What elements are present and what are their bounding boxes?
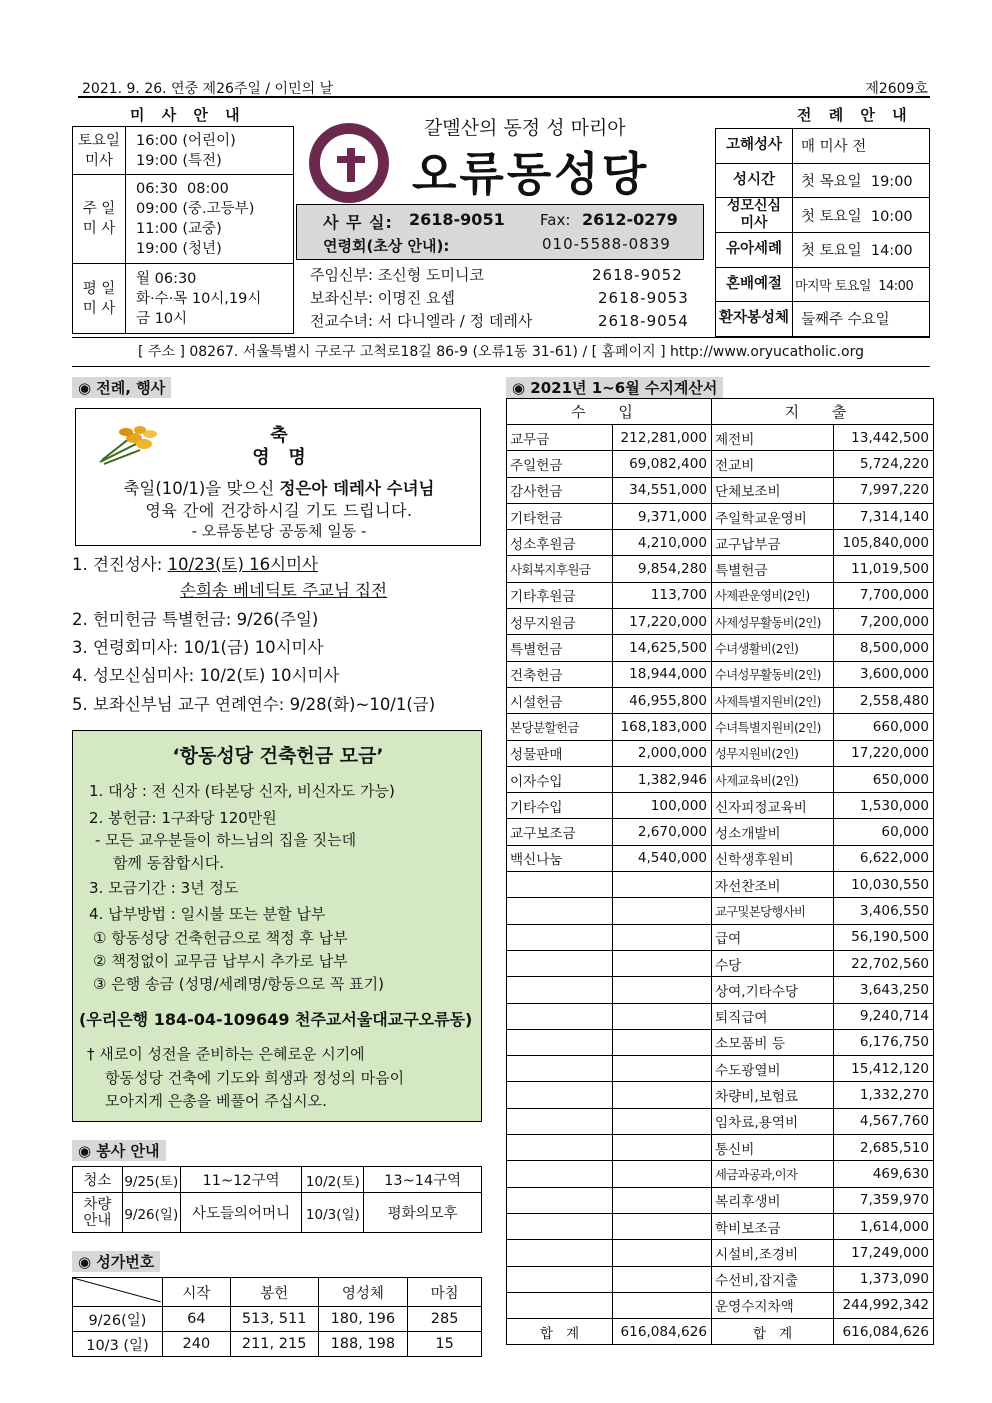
liturgy-value: 매 미사 전: [793, 129, 930, 164]
expense-amount: 650,000: [834, 766, 934, 792]
income-item: [507, 1292, 613, 1318]
finance-row: [507, 1266, 934, 1292]
income-amount: [613, 1266, 712, 1292]
liturgy-label: 고해성사: [716, 129, 793, 164]
expense-amount: 1,530,000: [834, 793, 934, 819]
office-contact-box: [296, 204, 704, 260]
date-line: 2021. 9. 26. 연중 제26주일 / 이민의 날: [82, 81, 334, 97]
service-cell: 평화의모후: [364, 1193, 482, 1233]
finance-row: [507, 687, 934, 713]
income-item: 건축헌금: [507, 661, 613, 687]
expense-item: 수도광열비: [712, 1056, 834, 1082]
mass-times: [126, 264, 294, 334]
expense-item: 수녀생활비(2인): [712, 635, 834, 661]
expense-item: 사제특별지원비(2인): [712, 687, 834, 713]
income-amount: [613, 1161, 712, 1187]
income-amount: [613, 1187, 712, 1213]
diagonal-line: [73, 1278, 161, 1302]
hymn-cell: 10/3 (일): [73, 1332, 163, 1357]
expense-item: 급여: [712, 924, 834, 950]
liturgy-table: [715, 128, 930, 337]
liturgy-value: 첫 토요일 10:00: [793, 198, 930, 233]
expense-amount: 17,249,000: [834, 1240, 934, 1266]
income-item: 교무금: [507, 425, 613, 451]
expense-amount: 10,030,550: [834, 872, 934, 898]
priest-row: [296, 287, 704, 310]
event-item: 5. 보좌신부님 교구 연례연수: 9/28(화)~10/1(금): [72, 695, 436, 714]
income-amount: [613, 1213, 712, 1239]
expense-amount: 9,240,714: [834, 1003, 934, 1029]
fax-label: Fax:: [540, 211, 571, 229]
expense-item: 임차료,용역비: [712, 1108, 834, 1134]
income-amount: 2,670,000: [613, 819, 712, 845]
congrats-title-2: 영 명: [252, 447, 306, 468]
donation-line: ① 항동성당 건축헌금으로 책정 후 납부: [93, 929, 348, 947]
expense-amount: 1,373,090: [834, 1266, 934, 1292]
liturgy-label: 유아세례: [716, 233, 793, 268]
finance-row: [507, 609, 934, 635]
finance-row: [507, 872, 934, 898]
expense-item: 운영수지차액: [712, 1292, 834, 1318]
finance-row: [507, 1161, 934, 1187]
expense-amount: 6,622,000: [834, 845, 934, 871]
mass-label: 평 일 미 사: [73, 264, 126, 334]
congrats-line-2: 영육 간에 건강하시길 기도 드립니다.: [145, 501, 413, 520]
expense-item: 전교비: [712, 451, 834, 477]
expense-item: 사제성무활동비(2인): [712, 609, 834, 635]
income-item: 사회복지후원금: [507, 556, 613, 582]
income-item: [507, 977, 613, 1003]
hymn-cell: 180, 196: [318, 1307, 408, 1332]
liturgy-label: 성시간: [716, 163, 793, 198]
expense-amount: 15,412,120: [834, 1056, 934, 1082]
expense-amount: 5,724,220: [834, 451, 934, 477]
hymn-table: [72, 1277, 482, 1357]
service-table: [72, 1166, 482, 1233]
expense-item: 주일학교운영비: [712, 503, 834, 529]
donation-box: [72, 730, 482, 1122]
expense-item: 단체보조비: [712, 477, 834, 503]
expense-item: 수선비,잡지출: [712, 1266, 834, 1292]
income-header: 수 입: [507, 399, 712, 425]
fax-number: 2612-0279: [582, 210, 678, 229]
finance-row: [507, 582, 934, 608]
service-tag: ◉ 봉사 안내: [72, 1140, 166, 1161]
finance-row: [507, 898, 934, 924]
expense-item: 성무지원비(2인): [712, 740, 834, 766]
expense-item: 복리후생비: [712, 1187, 834, 1213]
expense-item: 소모품비 등: [712, 1029, 834, 1055]
congrats-line-1: 축일(10/1)을 맞으신 정은아 데레사 수녀님: [123, 479, 435, 498]
expense-amount: 60,000: [834, 819, 934, 845]
finance-table: [506, 398, 934, 1345]
income-item: [507, 1029, 613, 1055]
income-amount: 113,700: [613, 582, 712, 608]
flower-icon: [96, 420, 162, 468]
liturgy-label: 환자봉성체: [716, 302, 793, 337]
mass-time: 06:30 08:00: [136, 181, 229, 197]
finance-row: [507, 1240, 934, 1266]
finance-row: [507, 556, 934, 582]
income-amount: 17,220,000: [613, 609, 712, 635]
donation-line: 3. 모금기간 : 3년 정도: [89, 879, 239, 897]
event-item: 3. 연령회미사: 10/1(금) 10시미사: [72, 638, 324, 657]
finance-row: [507, 1056, 934, 1082]
income-amount: 69,082,400: [613, 451, 712, 477]
service-cell: 9/26(일): [122, 1193, 180, 1233]
priest-name: 보좌신부: 이명진 요셉: [310, 289, 456, 307]
finance-row: [507, 819, 934, 845]
income-item: 시설헌금: [507, 687, 613, 713]
income-item: [507, 1161, 613, 1187]
expense-amount: 56,190,500: [834, 924, 934, 950]
liturgy-label: 혼배예절: [716, 267, 793, 302]
finance-tag: ◉ 2021년 1~6월 수지계산서: [506, 377, 723, 398]
expense-amount: 7,997,220: [834, 477, 934, 503]
mass-label: 주 일 미 사: [73, 175, 126, 264]
income-item: 성소후원금: [507, 530, 613, 556]
hymn-corner: [73, 1278, 163, 1307]
expense-item: 차량비,보험료: [712, 1082, 834, 1108]
income-amount: [613, 950, 712, 976]
office-phone: 2618-9051: [409, 210, 505, 229]
income-item: 교구보조금: [507, 819, 613, 845]
income-item: [507, 1187, 613, 1213]
income-item: [507, 1266, 613, 1292]
hymn-header: 시작: [162, 1278, 230, 1307]
finance-row: [507, 425, 934, 451]
finance-row: [507, 661, 934, 687]
expense-item: 제전비: [712, 425, 834, 451]
expense-amount: 105,840,000: [834, 530, 934, 556]
hymn-tag: ◉ 성가번호: [72, 1251, 160, 1272]
mass-time: 09:00 (중.고등부): [136, 201, 255, 217]
expense-amount: 1,332,270: [834, 1082, 934, 1108]
finance-row: [507, 1108, 934, 1134]
expense-amount: 7,359,970: [834, 1187, 934, 1213]
office-label: 사 무 실:: [323, 213, 393, 232]
mass-title: 미 사 안 내: [130, 106, 246, 124]
income-item: 성무지원금: [507, 609, 613, 635]
income-item: [507, 1108, 613, 1134]
finance-row: [507, 766, 934, 792]
mass-label: 토요일 미사: [73, 127, 126, 175]
mass-times: [126, 127, 294, 175]
hymn-cell: 188, 198: [318, 1332, 408, 1357]
event-item: 1. 견진성사: 10/23(토) 16시미사: [72, 555, 318, 574]
priest-row: [296, 264, 704, 287]
priest-list: [296, 264, 704, 333]
finance-row: [507, 635, 934, 661]
income-amount: [613, 1082, 712, 1108]
expense-amount: 17,220,000: [834, 740, 934, 766]
mass-table: [72, 126, 294, 334]
expense-amount: 7,314,140: [834, 503, 934, 529]
finance-row: [507, 1003, 934, 1029]
hymn-header: 영성체: [318, 1278, 408, 1307]
hymn-cell: 513, 511: [230, 1307, 318, 1332]
hymn-header: 마침: [408, 1278, 482, 1307]
finance-row: [507, 1082, 934, 1108]
income-amount: [613, 872, 712, 898]
income-amount: [613, 977, 712, 1003]
issue-number: 제2609호: [865, 81, 928, 97]
income-item: 기타후원금: [507, 582, 613, 608]
expense-header: 지 출: [712, 399, 934, 425]
income-amount: [613, 1292, 712, 1318]
expense-item: 통신비: [712, 1135, 834, 1161]
priest-name: 주임신부: 조신형 도미니코: [310, 266, 484, 284]
finance-row: [507, 977, 934, 1003]
service-cell: 청소: [73, 1167, 123, 1193]
income-item: [507, 1135, 613, 1161]
expense-item: 교구및본당행사비: [712, 898, 834, 924]
elder-label: 연령회(초상 안내):: [323, 237, 450, 255]
mass-time: 16:00 (어린이): [136, 132, 236, 149]
income-item: 주일헌금: [507, 451, 613, 477]
income-amount: 4,540,000: [613, 845, 712, 871]
expense-amount: 3,600,000: [834, 661, 934, 687]
donation-line: 항동성당 건축에 기도와 희생과 정성의 마음이: [105, 1069, 405, 1087]
income-item: 특별헌금: [507, 635, 613, 661]
expense-amount: 22,702,560: [834, 950, 934, 976]
service-cell: 11~12구역: [180, 1167, 302, 1193]
header-line: [78, 76, 930, 98]
service-cell: 9/25(토): [122, 1167, 180, 1193]
event-item: 4. 성모신심미사: 10/2(토) 10시미사: [72, 666, 340, 685]
income-item: [507, 950, 613, 976]
mass-time: 월 06:30: [136, 270, 197, 287]
income-amount: [613, 1056, 712, 1082]
hymn-cell: 285: [408, 1307, 482, 1332]
expense-amount: 7,200,000: [834, 609, 934, 635]
liturgy-label: 성모신심 미사: [716, 198, 793, 233]
liturgy-title: 전 례 안 내: [797, 106, 913, 124]
income-item: 이자수입: [507, 766, 613, 792]
finance-row: [507, 1213, 934, 1239]
finance-row: [507, 530, 934, 556]
expense-item: 학비보조금: [712, 1213, 834, 1239]
expense-amount: 13,442,500: [834, 425, 934, 451]
liturgy-value: 둘째주 수요일: [793, 302, 930, 337]
expense-item: 사제관운영비(2인): [712, 582, 834, 608]
income-item: 기타수입: [507, 793, 613, 819]
expense-amount: 469,630: [834, 1161, 934, 1187]
elder-phone: 010-5588-0839: [542, 235, 671, 253]
expense-amount: 3,643,250: [834, 977, 934, 1003]
income-item: 기타헌금: [507, 503, 613, 529]
income-amount: 46,955,800: [613, 687, 712, 713]
priest-phone: 2618-9052: [592, 266, 683, 284]
expense-amount: 3,406,550: [834, 898, 934, 924]
finance-total-row: [507, 1319, 934, 1345]
donation-line: - 모든 교우분들이 하느님의 집을 짓는데: [95, 831, 357, 849]
expense-item: 특별헌금: [712, 556, 834, 582]
income-amount: 9,854,280: [613, 556, 712, 582]
service-cell: 13~14구역: [364, 1167, 482, 1193]
expense-amount: 11,019,500: [834, 556, 934, 582]
income-amount: 1,382,946: [613, 766, 712, 792]
income-item: 성물판매: [507, 740, 613, 766]
mass-times: [126, 175, 294, 264]
income-amount: [613, 1029, 712, 1055]
expense-amount: 8,500,000: [834, 635, 934, 661]
events-tag: ◉ 전례, 행사: [72, 377, 171, 398]
expense-item: 퇴직급여: [712, 1003, 834, 1029]
donation-line: 함께 동참합시다.: [113, 854, 224, 872]
finance-row: [507, 477, 934, 503]
income-item: [507, 1082, 613, 1108]
expense-item: 교구납부금: [712, 530, 834, 556]
congrats-title-1: 축: [270, 425, 288, 446]
church-name: 오류동성당: [412, 147, 650, 201]
mass-time: 19:00 (청년): [136, 241, 222, 257]
finance-row: [507, 924, 934, 950]
income-item: [507, 1003, 613, 1029]
service-cell: 차량 안내: [73, 1193, 123, 1233]
service-cell: 사도들의어머니: [180, 1193, 302, 1233]
income-item: 본당분할헌금: [507, 714, 613, 740]
income-amount: 100,000: [613, 793, 712, 819]
expense-amount: 2,685,510: [834, 1135, 934, 1161]
mass-time: 11:00 (교중): [136, 221, 222, 237]
expense-item: 수녀특별지원비(2인): [712, 714, 834, 740]
mass-time: 화·수·목 10시,19시: [136, 290, 262, 307]
income-item: [507, 1056, 613, 1082]
service-cell: 10/3(일): [302, 1193, 364, 1233]
income-amount: 2,000,000: [613, 740, 712, 766]
church-subtitle: 갈멜산의 동정 성 마리아: [424, 117, 626, 139]
address-bar: [ 주소 ] 08267. 서울특별시 구로구 고척로18길 86-9 (오류1동 31-61) / [ 홈페이지 ] http://www.oryucatholic.org: [72, 337, 930, 367]
expense-amount: 2,558,480: [834, 687, 934, 713]
total-expense: 616,084,626: [834, 1319, 934, 1345]
expense-item: 신자피정교육비: [712, 793, 834, 819]
finance-row: [507, 1187, 934, 1213]
hymn-header: 봉헌: [230, 1278, 318, 1307]
expense-amount: 6,176,750: [834, 1029, 934, 1055]
finance-row: [507, 950, 934, 976]
income-amount: [613, 1135, 712, 1161]
service-cell: 10/2(토): [302, 1167, 364, 1193]
income-amount: 4,210,000: [613, 530, 712, 556]
income-amount: 212,281,000: [613, 425, 712, 451]
donation-line: 1. 대상 : 전 신자 (타본당 신자, 비신자도 가능): [89, 782, 395, 800]
finance-row: [507, 503, 934, 529]
income-item: [507, 872, 613, 898]
priest-name: 전교수녀: 서 다니엘라 / 정 데레사: [310, 312, 533, 330]
expense-item: 사제교육비(2인): [712, 766, 834, 792]
expense-item: 상여,기타수당: [712, 977, 834, 1003]
expense-item: 자선찬조비: [712, 872, 834, 898]
expense-amount: 660,000: [834, 714, 934, 740]
liturgy-value: 첫 목요일 19:00: [793, 163, 930, 198]
income-item: [507, 924, 613, 950]
expense-item: 수녀성무활동비(2인): [712, 661, 834, 687]
expense-item: 신학생후원비: [712, 845, 834, 871]
priest-phone: 2618-9053: [598, 289, 689, 307]
income-amount: 168,183,000: [613, 714, 712, 740]
finance-row: [507, 793, 934, 819]
income-amount: [613, 1108, 712, 1134]
finance-row: [507, 1135, 934, 1161]
income-amount: [613, 1240, 712, 1266]
mass-time: 금 10시: [136, 310, 188, 327]
income-item: [507, 1240, 613, 1266]
event-item: 2. 헌미헌금 특별헌금: 9/26(주일): [72, 610, 319, 629]
income-item: 백신나눔: [507, 845, 613, 871]
hymn-cell: 9/26(일): [73, 1307, 163, 1332]
expense-amount: 1,614,000: [834, 1213, 934, 1239]
finance-row: [507, 451, 934, 477]
bank-account: (우리은행 184-04-109649 천주교서울대교구오류동): [79, 1010, 473, 1029]
expense-item: 성소개발비: [712, 819, 834, 845]
hymn-cell: 211, 215: [230, 1332, 318, 1357]
income-amount: 34,551,000: [613, 477, 712, 503]
liturgy-value: 첫 토요일 14:00: [793, 233, 930, 268]
income-amount: 9,371,000: [613, 503, 712, 529]
income-amount: [613, 898, 712, 924]
donation-line: 4. 납부방법 : 일시불 또는 분할 납부: [89, 905, 326, 923]
income-item: 감사헌금: [507, 477, 613, 503]
finance-row: [507, 714, 934, 740]
income-amount: 14,625,500: [613, 635, 712, 661]
expense-amount: 244,992,342: [834, 1292, 934, 1318]
expense-amount: 4,567,760: [834, 1108, 934, 1134]
total-label: 합 계: [712, 1319, 834, 1345]
donation-line: † 새로이 성전을 준비하는 은혜로운 시기에: [87, 1045, 365, 1063]
finance-row: [507, 740, 934, 766]
finance-row: [507, 1029, 934, 1055]
priest-phone: 2618-9054: [598, 312, 689, 330]
total-income: 616,084,626: [613, 1319, 712, 1345]
donation-line: 모아지게 은총을 베풀어 주십시오.: [105, 1092, 327, 1110]
finance-row: [507, 845, 934, 871]
donation-line: ③ 은행 송금 (성명/세례명/항동으로 꼭 표기): [93, 975, 384, 993]
expense-item: 시설비,조경비: [712, 1240, 834, 1266]
expense-item: 수당: [712, 950, 834, 976]
donation-title: ‘항동성당 건축헌금 모금’: [172, 745, 384, 767]
priest-row: [296, 310, 704, 333]
hymn-cell: 240: [162, 1332, 230, 1357]
donation-line: ② 책정없이 교무금 납부시 추가로 납부: [93, 952, 348, 970]
hymn-cell: 64: [162, 1307, 230, 1332]
hymn-cell: 15: [408, 1332, 482, 1357]
congrats-line-3: - 오류동본당 공동체 일동 -: [191, 522, 367, 540]
expense-amount: 7,700,000: [834, 582, 934, 608]
mass-time: 19:00 (특전): [136, 152, 222, 169]
total-label: 합 계: [507, 1319, 613, 1345]
church-logo: [309, 123, 389, 203]
liturgy-value: 마지막 토요일 14:00: [793, 267, 930, 302]
income-amount: [613, 924, 712, 950]
income-item: [507, 1213, 613, 1239]
finance-row: [507, 1292, 934, 1318]
donation-line: 2. 봉헌금: 1구좌당 120만원: [89, 809, 277, 827]
event-item: 손희송 베네딕토 주교님 집전: [180, 581, 388, 600]
expense-item: 세금과공과,이자: [712, 1161, 834, 1187]
income-item: [507, 898, 613, 924]
income-amount: [613, 1003, 712, 1029]
income-amount: 18,944,000: [613, 661, 712, 687]
